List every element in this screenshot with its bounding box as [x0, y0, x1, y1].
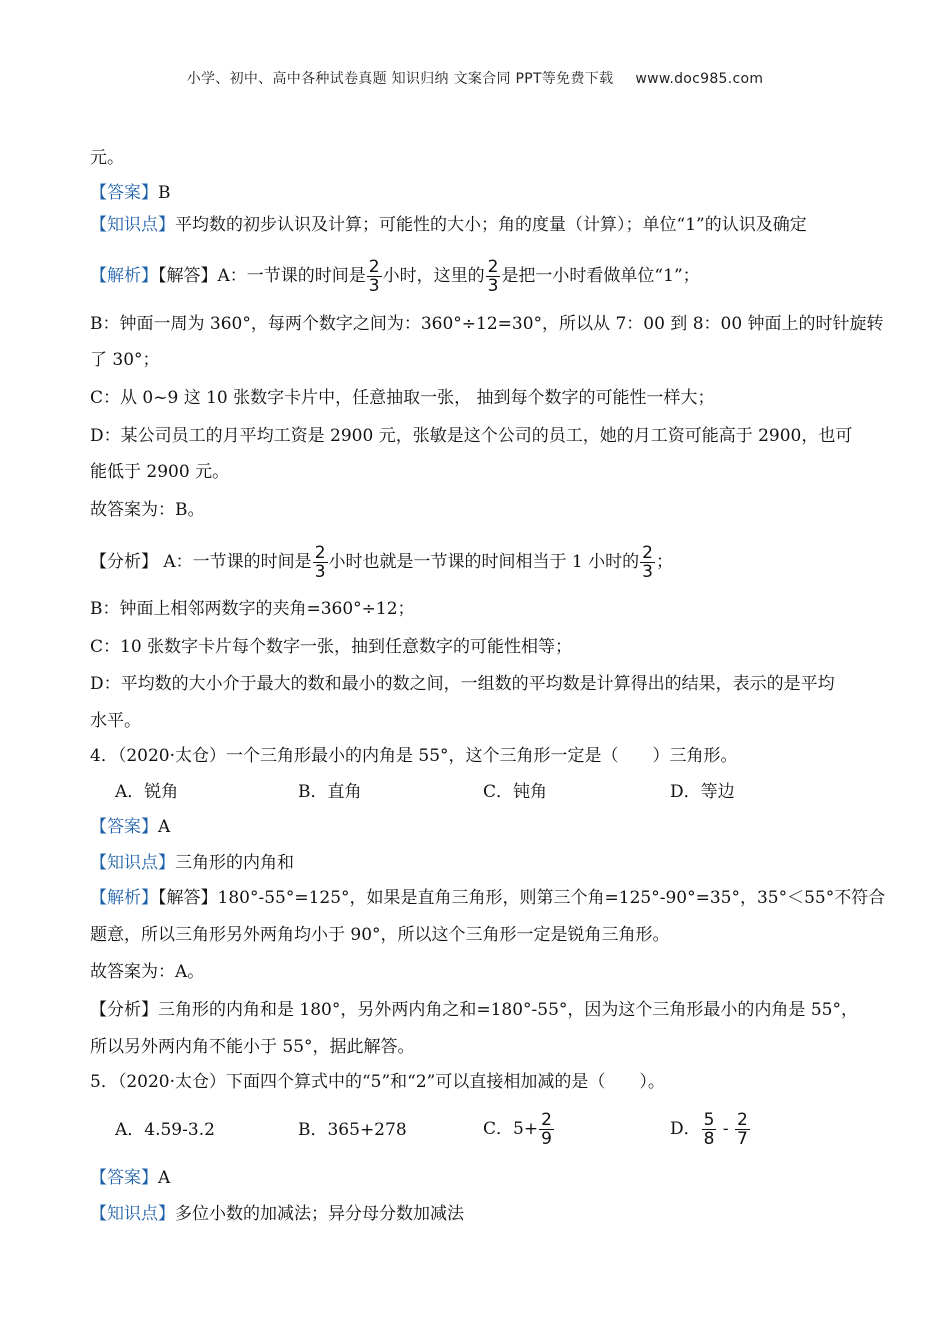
q4-analysis2: 所以另外两内角不能小于 55°，据此解答。 [90, 1037, 415, 1057]
page-header [0, 68, 950, 88]
q3-exp-d2: 能低于 2900 元。 [90, 462, 230, 482]
q4-knowledge: 三角形的内角和 [175, 853, 294, 873]
fraction: $\frac{2}{3}$ [487, 257, 499, 296]
q4-option-a: A．锐角 [115, 782, 179, 802]
q4-option-d: D．等边 [670, 782, 735, 802]
fraction: $\frac{5}{8}$ [703, 1110, 715, 1149]
analysis-tag: 【解析】 [90, 266, 158, 286]
fraction: $\frac{2}{9}$ [541, 1110, 552, 1149]
q5-stem: 5．（2020·太仓）下面四个算式中的“5”和“2”可以直接相加减的是（ ）。 [90, 1072, 665, 1092]
q5-option-c: C．5+ $\frac{2}{9}$ [483, 1110, 552, 1149]
q4-analysis1: 【分析】三角形的内角和是 180°，另外两内角之和=180°-55°，因为这个三角形最小的内角是 55°， [90, 1000, 858, 1020]
fraction: $\frac{2}{3}$ [314, 543, 326, 582]
q3-conclusion: 故答案为：B。 [90, 500, 205, 520]
q3-analysis-c: C：10 张数字卡片每个数字一张，抽到任意数字的可能性相等； [90, 637, 573, 657]
header-site: www.doc985.com [635, 71, 764, 87]
q3-exp-b2: 了 30°； [90, 350, 160, 370]
analysis-tag: 【解析】 [90, 888, 158, 908]
answer-tag: 【答案】 [90, 1168, 158, 1188]
q5-answer-line [90, 1167, 170, 1189]
knowledge-tag: 【知识点】 [90, 1204, 175, 1224]
answer-tag: 【答案】 [90, 817, 158, 837]
fraction: $\frac{2}{3}$ [368, 257, 380, 296]
q4-knowledge-line [90, 852, 294, 874]
q3-exp-a: 【解析】【解答】A：一节课的时间是 $\frac{2}{3}$ 小时，这里的 $\frac{2}{3}$ 是把一小时看做单位“1”； [90, 257, 700, 296]
header-text: 小学、初中、高中各种试卷真题 知识归纳 文案合同 PPT等免费下载 [186, 71, 614, 87]
q4-option-b: B．直角 [298, 782, 362, 802]
q3-exp-b1: B：钟面一周为 360°，每两个数字之间为：360°÷12=30°，所以从 7：00 到 8：00 钟面上的时针旋转 [90, 314, 884, 334]
q4-stem: 4．（2020·太仓）一个三角形最小的内角是 55°，这个三角形一定是（ ）三角形。 [90, 746, 738, 766]
q3-knowledge-line [90, 214, 807, 236]
q4-exp1: 【解析】【解答】180°-55°=125°，如果是直角三角形，则第三个角=125°-90°=35°，35°＜55°不符合 [90, 888, 886, 908]
knowledge-tag: 【知识点】 [90, 215, 175, 235]
analysis2-tag: 【分析】 [90, 1000, 158, 1020]
q3-exp-d1: D：某公司员工的月平均工资是 2900 元，张敏是这个公司的员工，她的月工资可能高于 2900，也可 [90, 426, 853, 446]
analysis2-tag: 【分析】 [90, 552, 158, 572]
knowledge-tag: 【知识点】 [90, 853, 175, 873]
fraction: $\frac{2}{7}$ [737, 1110, 748, 1149]
q5-option-d: D． $\frac{5}{8}$ - $\frac{2}{7}$ [670, 1110, 748, 1149]
q3-yuan: 元。 [90, 148, 124, 168]
answer-tag: 【答案】 [90, 183, 158, 203]
q3-analysis-d2: 水平。 [90, 711, 141, 731]
q3-analysis-d1: D：平均数的大小介于最大的数和最小的数之间，一组数的平均数是计算得出的结果，表示的是平均 [90, 674, 835, 694]
q5-knowledge-line [90, 1203, 464, 1225]
q4-answer: A [158, 817, 171, 837]
q5-knowledge: 多位小数的加减法；异分母分数加减法 [175, 1204, 464, 1224]
q3-analysis-b: B：钟面上相邻两数字的夹角=360°÷12； [90, 599, 415, 619]
q4-conclusion: 故答案为：A。 [90, 962, 205, 982]
q3-knowledge: 平均数的初步认识及计算；可能性的大小；角的度量（计算）；单位“1”的认识及确定 [175, 215, 807, 235]
q3-answer: B [158, 183, 171, 203]
q5-answer: A [158, 1168, 171, 1188]
q5-option-a: A．4.59-3.2 [115, 1120, 215, 1140]
q3-exp-c: C：从 0~9 这 10 张数字卡片中，任意抽取一张， 抽到每个数字的可能性一样大； [90, 388, 715, 408]
q3-answer-line [90, 182, 171, 204]
q5-option-b: B．365+278 [298, 1120, 407, 1140]
q4-answer-line [90, 816, 170, 838]
q4-option-c: C．钝角 [483, 782, 548, 802]
fraction: $\frac{2}{3}$ [642, 543, 653, 582]
q4-exp2: 题意，所以三角形另外两角均小于 90°，所以这个三角形一定是锐角三角形。 [90, 925, 670, 945]
q3-analysis-a: 【分析】 A：一节课的时间是 $\frac{2}{3}$ 小时也就是一节课的时间相当于 1 小时的 $\frac{2}{3}$ ； [90, 543, 673, 582]
